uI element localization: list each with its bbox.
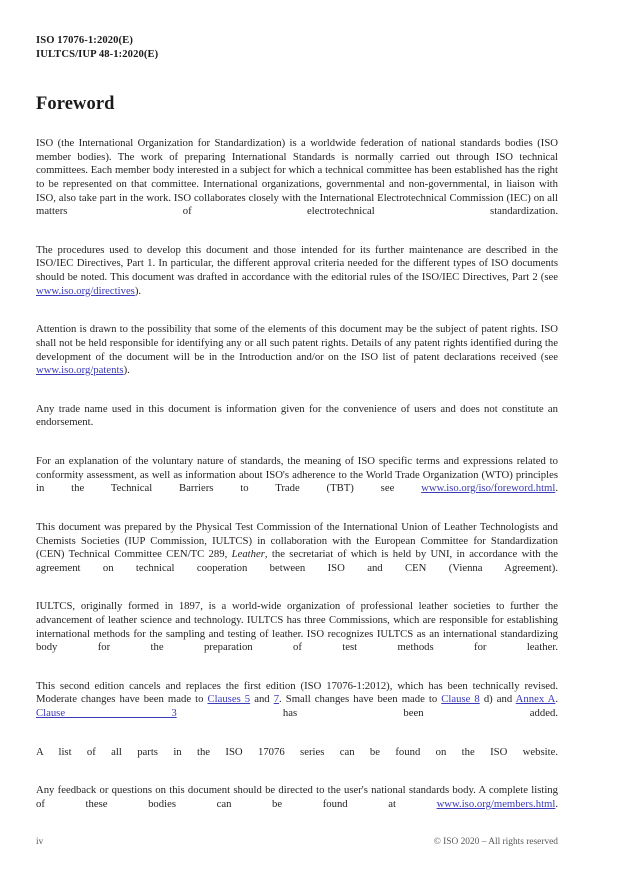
paragraph-trade-name [36,403,558,444]
page-content [36,34,558,825]
link-iso-members[interactable]: www.iso.org/members.html [436,798,556,811]
paragraph-text-tail: . [555,482,558,495]
link-clause-8[interactable]: Clause 8 [441,693,480,706]
document-header-line-1: ISO 17076-1:2020(E) [36,35,133,46]
paragraph-text-tail: , the secretariat of which is held by UNI, in accordance with the agreement on technical cooperation between ISO and CEN (Vienna Agreement). [36,548,558,574]
paragraph-text: A list of all parts in the ISO 17076 series can be found on the ISO website. [36,745,558,758]
document-header-line-2: IULTCS/IUP 48-1:2020(E) [36,48,159,60]
paragraph-text: IULTCS, originally formed in 1897, is a world-wide organization of professional leather societies to further the advancement of leather science and technology. IULTCS has three Commissions, which are responsible for establishing international methods for the sampling and testing of leather. ISO recognizes IULTCS as an international standardizing body for the preparation of test methods for leather. [36,600,558,654]
link-iso-patents[interactable]: www.iso.org/patents [36,364,124,377]
paragraph-text-e: . [555,693,559,706]
page-number: iv [36,837,44,847]
paragraph-text: ISO (the International Organization for Standardization) is a worldwide federation of national standards bodies (ISO member bodies). The work of preparing International Standards is normally carried out through ISO technical committees. Each member body interested in a subject for which a technical committee has been established has the right to be represented on that committee. International organizations, governmental and non-governmental, in liaison with ISO, also take part in the work. ISO collaborates closely with the International Electrotechnical Commission (IEC) on all matters of electrotechnical standardization. [36,137,558,218]
paragraph-feedback [36,784,558,825]
paragraph-procedures [36,244,558,312]
paragraph-text: This second edition cancels and replaces the first edition (ISO 17076-1:2012), which has been technically revised. Moderate changes have been made to [36,679,558,706]
paragraph-text: This document was prepared by the Physical Test Commission of the International Union of Leather Technologists and Chemists Societies (IUP Commission, IULTCS) in collaboration with the European Committee for Standardization (CEN) Technical Committee CEN/TC 289, [36,520,558,561]
paragraph-patent-rights [36,323,558,391]
link-clause-7[interactable]: 7 [273,693,280,706]
paragraph-text-b: and [250,693,274,706]
link-annex-a[interactable]: Annex A [515,693,556,706]
paragraph-tbt [36,455,558,509]
paragraph-text: For an explanation of the voluntary nature of standards, the meaning of ISO specific terms and expressions related to conformity assessment, as well as information about ISO's adherence to the World Trade Organization (WTO) principles in the Technical Barriers to Trade (TBT) see [36,455,558,495]
paragraph-text-tail: . [555,798,558,811]
document-header [36,34,558,61]
paragraph-parts-list [36,746,558,773]
link-iso-directives[interactable]: www.iso.org/directives [36,284,135,297]
page-title: Foreword [36,94,115,115]
link-iso-foreword[interactable]: www.iso.org/iso/foreword.html [421,482,556,495]
paragraph-preparation [36,521,558,589]
paragraph-iso-definition [36,137,558,232]
copyright-notice: © ISO 2020 – All rights reserved [433,837,558,847]
paragraph-text: The procedures used to develop this document and those intended for its further maintenance are described in the ISO/IEC Directives, Part 1. In particular, the different approval criteria needed for the different types of ISO documents should be noted. This document was drafted in accordance with the editorial rules of the ISO/IEC Directives, Part 2 (see [36,243,558,284]
paragraph-text: Any feedback or questions on this document should be directed to the user's national standards body. A complete listing of these bodies can be found at [36,784,558,811]
paragraph-second-edition [36,680,558,734]
foreword-body [36,137,558,825]
link-clause-3[interactable]: Clause 3 [36,707,177,720]
paragraph-iultcs-history [36,600,558,668]
page-footer [36,836,558,848]
link-clauses-5[interactable]: Clauses 5 [207,693,251,706]
paragraph-text-tail: ). [123,364,130,377]
paragraph-text-d: d) and [479,693,516,706]
paragraph-text-c: . Small changes have been made to [279,693,442,706]
paragraph-text-tail: ). [134,284,142,297]
paragraph-text-f: has been added. [176,707,558,720]
paragraph-text: Attention is drawn to the possibility that some of the elements of this document may be the subject of patent rights. ISO shall not be held responsible for identifying any or all such patent rights. Details of any patent rights identified during the development of the document will be in the Introduction and/or on the ISO list of patent declarations received (see [36,323,558,363]
paragraph-text: Any trade name used in this document is information given for the convenience of users and does not constitute an endorsement. [36,402,558,429]
committee-title-italic: Leather [231,548,265,561]
